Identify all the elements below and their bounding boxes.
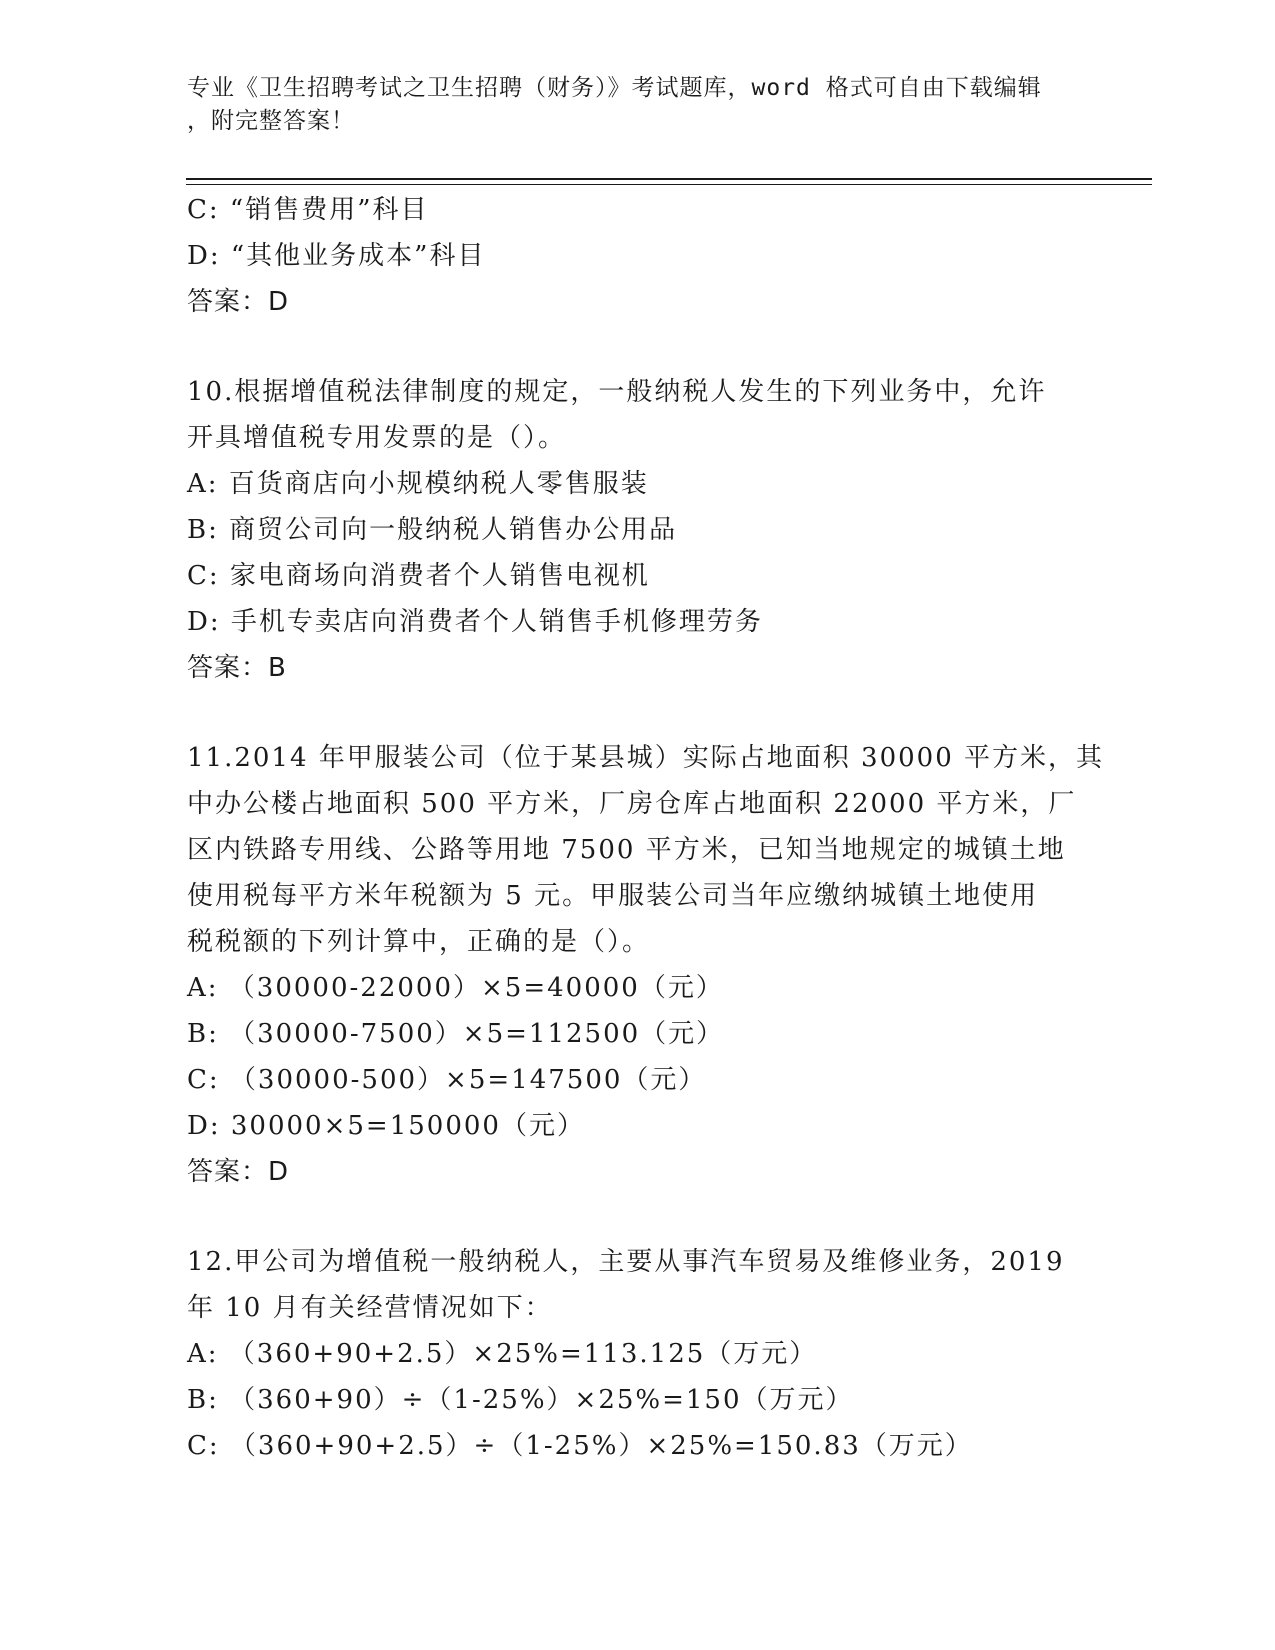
q10-option-a: A: 百货商店向小规模纳税人零售服装 (187, 469, 649, 499)
header-divider-thin (186, 184, 1152, 185)
q10-option-b: B: 商贸公司向一般纳税人销售办公用品 (187, 515, 678, 545)
question-9-block (187, 187, 1087, 325)
header-divider-thick (186, 178, 1152, 180)
q11-stem-line-4: 使用税每平方米年税额为 5 元。甲服装公司当年应缴纳城镇土地使用 (187, 881, 1039, 911)
q9-option-c: C: “销售费用”科目 (187, 195, 429, 225)
question-content (187, 187, 1105, 1469)
q11-option-d: D: 30000×5=150000（元） (187, 1111, 585, 1141)
document-header (187, 72, 1067, 138)
question-10-block (187, 369, 1087, 691)
q10-answer: 答案：B (187, 653, 287, 683)
q12-stem-line-2: 年 10 月有关经营情况如下： (187, 1293, 553, 1323)
q11-stem-line-2: 中办公楼占地面积 500 平方米，厂房仓库占地面积 22000 平方米，厂 (187, 789, 1077, 819)
spacer (187, 325, 1087, 369)
q10-option-d: D: 手机专卖店向消费者个人销售手机修理劳务 (187, 607, 763, 637)
question-12-block (187, 1239, 1087, 1469)
header-line-2: ，附完整答案！ (187, 108, 355, 134)
q9-answer: 答案：D (187, 287, 290, 317)
q10-stem-line-1: 10.根据增值税法律制度的规定，一般纳税人发生的下列业务中，允许 (187, 377, 1047, 407)
q10-option-c: C: 家电商场向消费者个人销售电视机 (187, 561, 650, 591)
q12-option-a: A: （360+90+2.5）×25%=113.125（万元） (187, 1339, 818, 1369)
q10-stem-line-2: 开具增值税专用发票的是（）。 (187, 423, 567, 453)
q11-option-b: B: （30000-7500）×5=112500（元） (187, 1019, 725, 1049)
q9-option-d: D: “其他业务成本”科目 (187, 241, 486, 271)
q11-stem-line-5: 税税额的下列计算中，正确的是（）。 (187, 927, 651, 957)
q11-answer: 答案：D (187, 1157, 290, 1187)
spacer (187, 1195, 1087, 1239)
question-11-block (187, 735, 1105, 1195)
q11-stem-line-1: 11.2014 年甲服装公司（位于某县城）实际占地面积 30000 平方米，其 (187, 743, 1105, 773)
q11-option-a: A: （30000-22000）×5=40000（元） (187, 973, 724, 1003)
q12-option-c: C: （360+90+2.5）÷（1-25%）×25%=150.83（万元） (187, 1431, 973, 1461)
header-line-1: 专业《卫生招聘考试之卫生招聘（财务）》考试题库，word 格式可自由下载编辑 (187, 75, 1042, 101)
spacer (187, 691, 1087, 735)
q12-option-b: B: （360+90）÷（1-25%）×25%=150（万元） (187, 1385, 854, 1415)
q11-option-c: C: （30000-500）×5=147500（元） (187, 1065, 707, 1095)
q11-stem-line-3: 区内铁路专用线、公路等用地 7500 平方米，已知当地规定的城镇土地 (187, 835, 1066, 865)
q12-stem-line-1: 12.甲公司为增值税一般纳税人，主要从事汽车贸易及维修业务，2019 (187, 1247, 1065, 1277)
